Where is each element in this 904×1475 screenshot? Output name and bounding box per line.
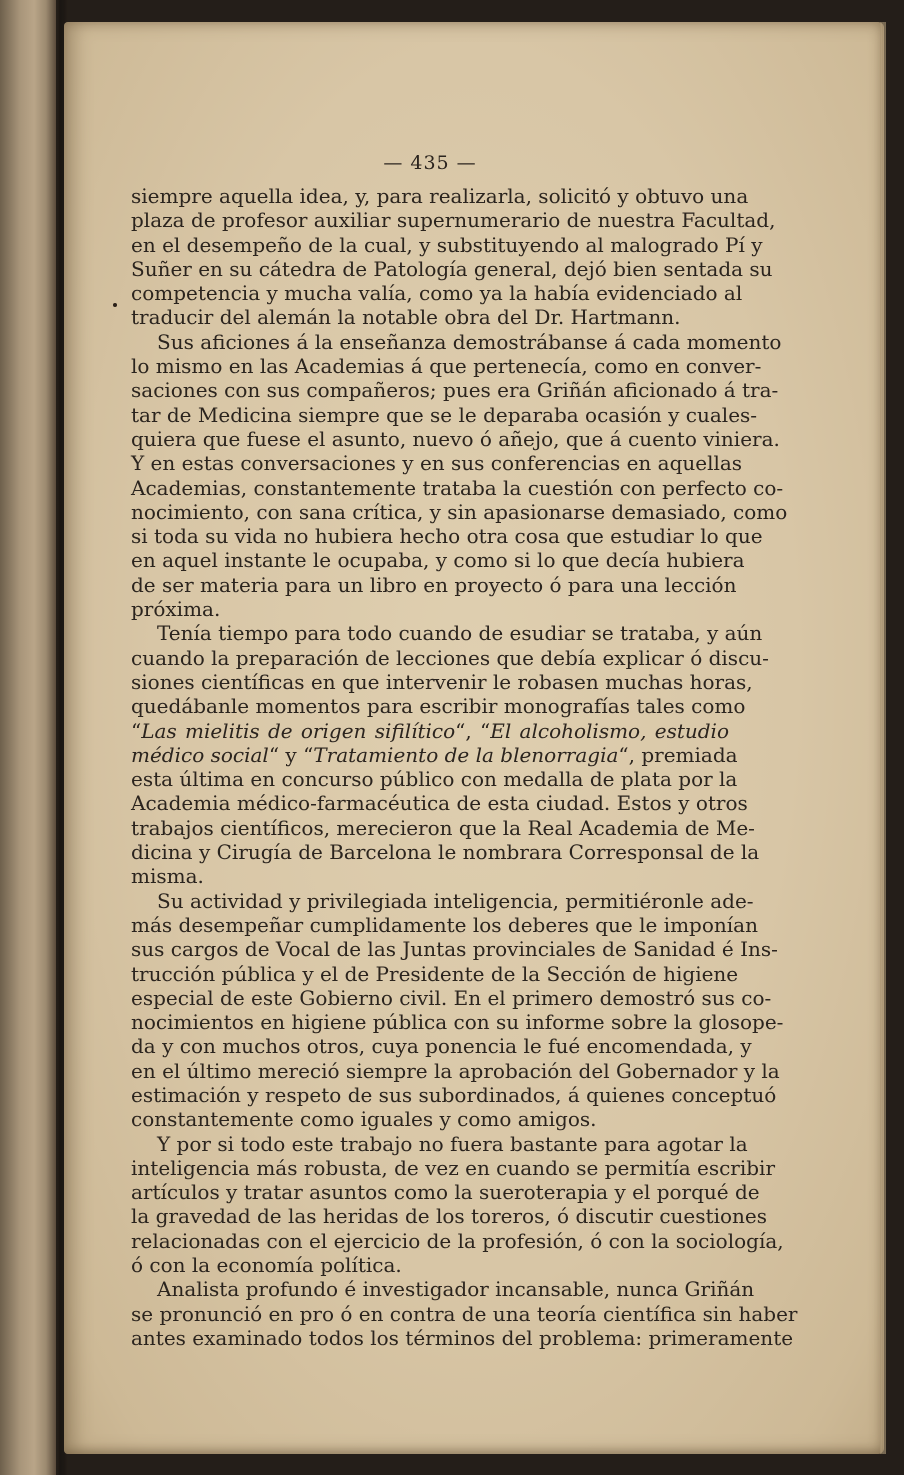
text-line: más desempeñar cumplidamente los deberes que le imponían: [131, 912, 758, 937]
text-line: antes examinado todos los términos del problema: primeramente: [131, 1325, 794, 1350]
text-line: dicina y Cirugía de Barcelona le nombrara Corresponsal de la: [131, 840, 760, 865]
text-line: la gravedad de las heridas de los toreros, ó discutir cuestiones: [131, 1204, 767, 1229]
text-line: médico social“ y “Tratamiento de la blenorragia“, premiada: [131, 742, 738, 767]
text-line: lo mismo en las Academias á que pertenecía, como en conver-: [131, 354, 762, 379]
text-line: sus cargos de Vocal de las Juntas provinciales de Sanidad é Ins-: [131, 937, 778, 962]
page-fore-edge: [880, 22, 886, 1454]
text-line: Su actividad y privilegiada inteligencia, permitiéronle ade-: [157, 888, 754, 913]
text-line: Y en estas conversaciones y en sus conferencias en aquellas: [131, 451, 743, 476]
text-line: competencia y mucha valía, como ya la había evidenciado al: [131, 281, 743, 306]
text-line: cuando la preparación de lecciones que debía explicar ó discu-: [131, 645, 769, 670]
text-line: nocimiento, con sana crítica, y sin apasionarse demasiado, como: [131, 499, 788, 524]
text-line: relacionadas con el ejercicio de la profesión, ó con la sociología,: [131, 1228, 784, 1253]
text-line: plaza de profesor auxiliar supernumerario de nuestra Facultad,: [131, 208, 776, 233]
text-line: saciones con sus compañeros; pues era Griñán aficionado á tra-: [131, 378, 779, 403]
paragraph: [131, 1131, 784, 1278]
text-line: en aquel instante le ocupaba, y como si lo que decía hubiera: [131, 548, 745, 573]
ink-speck: [113, 303, 117, 307]
text-line: ó con la economía política.: [131, 1253, 402, 1278]
text-line: nocimientos en higiene pública con su informe sobre la glosope-: [131, 1010, 784, 1035]
page-number: — 435 —: [383, 152, 477, 174]
text-line: Analista profundo é investigador incansable, nunca Griñán: [157, 1277, 755, 1302]
text-line: se pronunció en pro ó en contra de una teoría científica sin haber: [131, 1301, 798, 1326]
paragraph: [131, 888, 784, 1132]
text-line: quedábanle momentos para escribir monografías tales como: [131, 694, 746, 719]
text-line: Sus aficiones á la enseñanza demostrábanse á cada momento: [157, 329, 782, 354]
text-line: próxima.: [131, 597, 221, 622]
text-line: artículos y tratar asuntos como la sueroterapia y el porqué de: [131, 1180, 760, 1205]
paragraph: [131, 184, 776, 330]
text-line: tar de Medicina siempre que se le deparaba ocasión y cuales-: [131, 402, 758, 427]
text-line: Suñer en su cátedra de Patología general, dejó bien sentada su: [131, 256, 773, 281]
text-line: traducir del alemán la notable obra del Dr. Hartmann.: [131, 305, 681, 330]
text-line: constantemente como iguales y como amigos.: [131, 1107, 597, 1132]
text-line: siempre aquella idea, y, para realizarla, solicitó y obtuvo una: [131, 184, 749, 208]
page-text: [131, 152, 798, 1350]
paragraph: [131, 621, 769, 889]
text-line: da y con muchos otros, cuya ponencia le fué encomendada, y: [131, 1034, 752, 1059]
text-line: siones científicas en que intervenir le robasen muchas horas,: [131, 669, 753, 694]
paragraph: [131, 1277, 798, 1350]
text-line: trucción pública y el de Presidente de la Sección de higiene: [131, 961, 739, 986]
text-line: estimación y respeto de sus subordinados, á quienes conceptuó: [131, 1082, 777, 1107]
text-line: de ser materia para un libro en proyecto ó para una lección: [131, 572, 737, 597]
paragraph: [131, 329, 788, 622]
text-line: en el desempeño de la cual, y substituyendo al malogrado Pí y: [131, 232, 763, 257]
text-line: misma.: [131, 864, 204, 889]
text-line: especial de este Gobierno civil. En el primero demostró sus co-: [131, 985, 772, 1010]
text-line: quiera que fuese el asunto, nuevo ó añejo, que á cuento viniera.: [131, 426, 780, 451]
text-line: si toda su vida no hubiera hecho otra cosa que estudiar lo que: [131, 524, 763, 549]
text-line: Tenía tiempo para todo cuando de esudiar se trataba, y aún: [157, 621, 763, 646]
text-line: Y por si todo este trabajo no fuera bastante para agotar la: [157, 1131, 748, 1156]
facing-page-edge: [0, 0, 60, 1475]
text-line: inteligencia más robusta, de vez en cuando se permitía escribir: [131, 1155, 776, 1180]
body-text: [131, 184, 798, 1350]
text-line: esta última en concurso público con medalla de plata por la: [131, 767, 738, 792]
text-line: en el último mereció siempre la aprobación del Gobernador y la: [131, 1058, 780, 1083]
text-line: Academias, constantemente trataba la cuestión con perfecto co-: [131, 475, 784, 500]
text-line: trabajos científicos, merecieron que la Real Academia de Me-: [131, 815, 755, 840]
text-line: “Las mielitis de origen sifilítico“, “El alcoholismo, estudio: [131, 718, 729, 743]
text-line: Academia médico-farmacéutica de esta ciudad. Estos y otros: [131, 791, 748, 816]
